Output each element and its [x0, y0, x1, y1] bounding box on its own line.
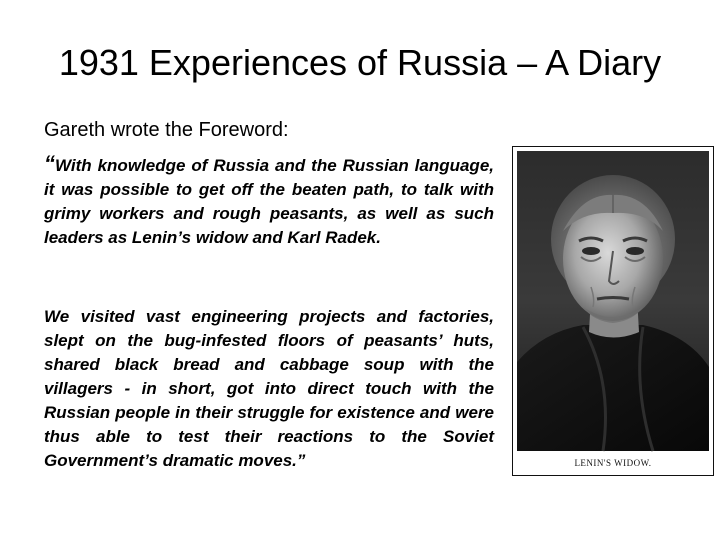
slide-title: 1931 Experiences of Russia – A Diary: [58, 42, 662, 83]
mouth: [597, 298, 629, 300]
intro-text: Gareth wrote the Foreword:: [44, 119, 289, 141]
quote-paragraph-1-text: With knowledge of Russia and the Russian language, it was possible to get off the beaten path, to talk with grimy workers and rough peasants, as well as such leaders as Lenin’s widow and Karl Radek.: [44, 156, 494, 247]
quote-paragraph-1: [44, 152, 494, 250]
quote-paragraph-2: We visited vast engineering projects and factories, slept on the bug-infested floors of peasants’ huts, shared black bread and cabbage soup with the villagers - in short, got into direct touch with the Russian people in their struggle for existence and were thus able to test their reactions to the Soviet Government’s dramatic moves.”: [44, 307, 494, 470]
coat-shape: [517, 325, 709, 451]
portrait-image: [513, 147, 713, 453]
right-eye: [626, 247, 644, 255]
portrait-photo: [512, 146, 714, 476]
opening-quote-mark: “: [44, 151, 55, 176]
photo-caption: LENIN'S WIDOW.: [574, 458, 652, 468]
left-eye: [582, 247, 600, 255]
